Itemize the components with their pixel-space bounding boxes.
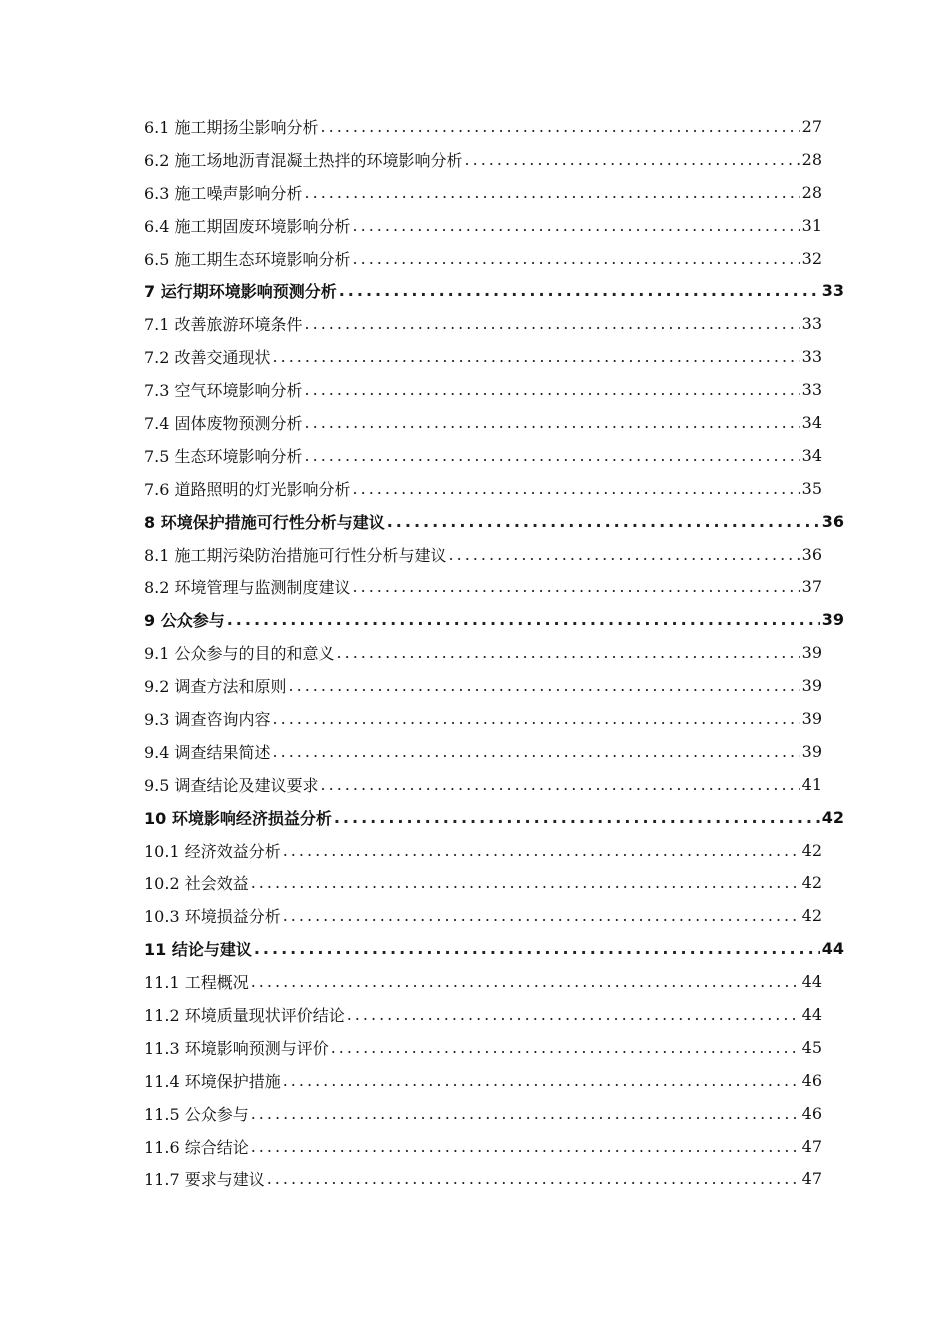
toc-page-number: 46: [801, 1070, 822, 1090]
toc-section-entry[interactable]: [144, 965, 822, 998]
toc-page-number: 42: [801, 873, 822, 893]
table-of-contents: [144, 110, 844, 1195]
toc-page-number: 44: [821, 939, 844, 959]
toc-entry-title: 10.1 经济效益分析: [144, 841, 281, 861]
toc-section-entry[interactable]: [144, 1130, 822, 1163]
toc-page-number: 33: [801, 314, 822, 334]
toc-section-entry[interactable]: [144, 406, 822, 439]
dot-leader: [449, 545, 800, 564]
toc-entry-title: 7 运行期环境影响预测分析: [144, 282, 337, 302]
toc-page-number: 34: [801, 412, 822, 432]
toc-page-number: 45: [801, 1037, 822, 1057]
toc-entry-title: 8.2 环境管理与监测制度建议: [144, 578, 351, 598]
toc-section-entry[interactable]: [144, 768, 822, 801]
dot-leader: [251, 1137, 800, 1156]
toc-section-entry[interactable]: [144, 702, 822, 735]
dot-leader: [321, 117, 800, 136]
toc-entry-title: 7.5 生态环境影响分析: [144, 446, 303, 466]
toc-entry-title: 6.3 施工噪声影响分析: [144, 183, 303, 203]
toc-entry-title: 9.5 调查结论及建议要求: [144, 775, 319, 795]
dot-leader: [353, 577, 800, 596]
toc-section-entry[interactable]: [144, 834, 822, 867]
toc-page-number: 36: [801, 544, 822, 564]
toc-page-number: 47: [801, 1169, 822, 1189]
toc-entry-title: 11.4 环境保护措施: [144, 1071, 281, 1091]
toc-page-number: 42: [801, 840, 822, 860]
toc-entry-title: 9 公众参与: [144, 611, 225, 631]
toc-entry-title: 6.2 施工场地沥青混凝土热拌的环境影响分析: [144, 150, 463, 170]
toc-page-number: 44: [801, 1004, 822, 1024]
dot-leader: [227, 610, 820, 629]
toc-page-number: 35: [801, 478, 822, 498]
toc-entry-title: 7.6 道路照明的灯光影响分析: [144, 479, 351, 499]
toc-entry-title: 7.4 固体废物预测分析: [144, 413, 303, 433]
dot-leader: [251, 1104, 800, 1123]
toc-section-entry[interactable]: [144, 1163, 822, 1196]
toc-section-entry[interactable]: [144, 899, 822, 932]
dot-leader: [321, 775, 800, 794]
toc-page-number: 36: [821, 511, 844, 531]
toc-entry-title: 6.1 施工期扬尘影响分析: [144, 117, 319, 137]
toc-entry-title: 9.3 调查咨询内容: [144, 709, 271, 729]
toc-entry-title: 9.2 调查方法和原则: [144, 677, 287, 697]
toc-page-number: 41: [801, 774, 822, 794]
toc-page-number: 31: [801, 215, 822, 235]
toc-page-number: 47: [801, 1136, 822, 1156]
toc-section-entry[interactable]: [144, 1064, 822, 1097]
toc-chapter-entry[interactable]: [144, 274, 844, 307]
toc-chapter-entry[interactable]: [144, 505, 844, 538]
toc-page-number: 42: [801, 906, 822, 926]
toc-page-number: 39: [801, 708, 822, 728]
dot-leader: [339, 281, 820, 300]
toc-section-entry[interactable]: [144, 472, 822, 505]
toc-page-number: 44: [801, 972, 822, 992]
toc-page-number: 46: [801, 1103, 822, 1123]
toc-page-number: 28: [801, 182, 822, 202]
dot-leader: [251, 972, 800, 991]
toc-entry-title: 10.2 社会效益: [144, 874, 249, 894]
dot-leader: [331, 1038, 800, 1057]
toc-section-entry[interactable]: [144, 340, 822, 373]
toc-page-number: 39: [801, 643, 822, 663]
toc-page-number: 42: [821, 807, 844, 827]
toc-entry-title: 7.3 空气环境影响分析: [144, 381, 303, 401]
toc-page-number: 33: [801, 380, 822, 400]
dot-leader: [283, 1071, 800, 1090]
dot-leader: [305, 413, 800, 432]
dot-leader: [305, 380, 800, 399]
dot-leader: [353, 479, 800, 498]
toc-section-entry[interactable]: [144, 439, 822, 472]
toc-entry-title: 10 环境影响经济损益分析: [144, 808, 332, 828]
toc-page-number: 32: [801, 248, 822, 268]
dot-leader: [305, 183, 800, 202]
dot-leader: [289, 676, 800, 695]
toc-chapter-entry[interactable]: [144, 801, 844, 834]
toc-entry-title: 8 环境保护措施可行性分析与建议: [144, 512, 385, 532]
toc-entry-title: 11.2 环境质量现状评价结论: [144, 1005, 345, 1025]
toc-page-number: 37: [801, 577, 822, 597]
toc-section-entry[interactable]: [144, 209, 822, 242]
dot-leader: [251, 873, 800, 892]
dot-leader: [465, 150, 800, 169]
dot-leader: [353, 216, 800, 235]
dot-leader: [387, 512, 820, 531]
dot-leader: [334, 808, 820, 827]
dot-leader: [337, 643, 800, 662]
dot-leader: [283, 906, 800, 925]
toc-entry-title: 11.7 要求与建议: [144, 1170, 265, 1190]
dot-leader: [283, 841, 800, 860]
dot-leader: [267, 1169, 800, 1188]
toc-section-entry[interactable]: [144, 570, 822, 603]
toc-section-entry[interactable]: [144, 669, 822, 702]
toc-page-number: 39: [801, 741, 822, 761]
toc-page-number: 33: [821, 281, 844, 301]
toc-section-entry[interactable]: [144, 1031, 822, 1064]
toc-section-entry[interactable]: [144, 735, 822, 768]
toc-entry-title: 10.3 环境损益分析: [144, 907, 281, 927]
toc-entry-title: 11.6 综合结论: [144, 1137, 249, 1157]
toc-page-number: 39: [801, 676, 822, 696]
dot-leader: [353, 249, 800, 268]
toc-section-entry[interactable]: [144, 307, 822, 340]
toc-entry-title: 11.5 公众参与: [144, 1104, 249, 1124]
toc-entry-title: 11.1 工程概况: [144, 973, 249, 993]
toc-section-entry[interactable]: [144, 1097, 822, 1130]
toc-section-entry[interactable]: [144, 176, 822, 209]
dot-leader: [305, 446, 800, 465]
dot-leader: [273, 709, 800, 728]
toc-entry-title: 6.4 施工期固废环境影响分析: [144, 216, 351, 236]
dot-leader: [273, 742, 800, 761]
toc-page-number: 34: [801, 445, 822, 465]
toc-section-entry[interactable]: [144, 866, 822, 899]
toc-entry-title: 11.3 环境影响预测与评价: [144, 1038, 329, 1058]
toc-entry-title: 7.2 改善交通现状: [144, 348, 271, 368]
dot-leader: [254, 939, 820, 958]
dot-leader: [347, 1005, 800, 1024]
toc-chapter-entry[interactable]: [144, 932, 844, 965]
toc-entry-title: 11 结论与建议: [144, 940, 252, 960]
toc-entry-title: 9.1 公众参与的目的和意义: [144, 644, 335, 664]
toc-entry-title: 6.5 施工期生态环境影响分析: [144, 249, 351, 269]
toc-entry-title: 7.1 改善旅游环境条件: [144, 315, 303, 335]
dot-leader: [273, 347, 800, 366]
toc-section-entry[interactable]: [144, 143, 822, 176]
dot-leader: [305, 314, 800, 333]
toc-chapter-entry[interactable]: [144, 603, 844, 636]
toc-page-number: 28: [801, 149, 822, 169]
toc-section-entry[interactable]: [144, 242, 822, 275]
toc-entry-title: 9.4 调查结果简述: [144, 742, 271, 762]
toc-section-entry[interactable]: [144, 998, 822, 1031]
toc-section-entry[interactable]: [144, 110, 822, 143]
toc-page-number: 33: [801, 347, 822, 367]
toc-section-entry[interactable]: [144, 636, 822, 669]
toc-section-entry[interactable]: [144, 538, 822, 571]
toc-page-number: 39: [821, 610, 844, 630]
toc-page-number: 27: [801, 116, 822, 136]
toc-entry-title: 8.1 施工期污染防治措施可行性分析与建议: [144, 545, 447, 565]
toc-section-entry[interactable]: [144, 373, 822, 406]
